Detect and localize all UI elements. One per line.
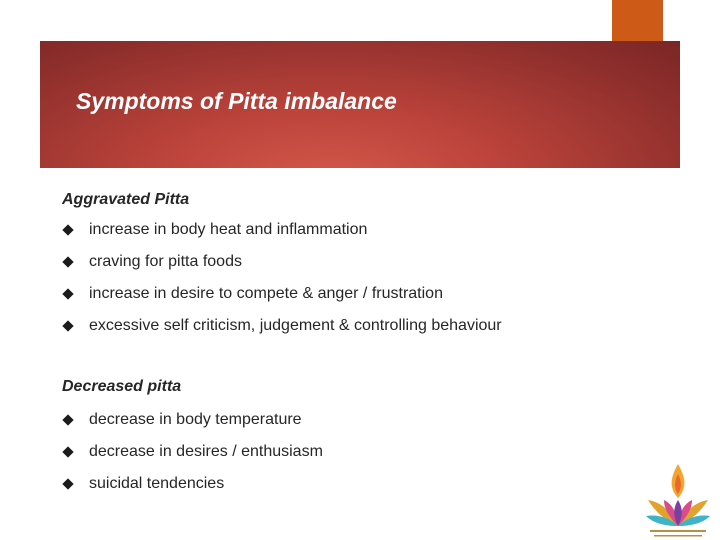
diamond-bullet-icon	[62, 320, 73, 331]
list-item-text: increase in body heat and inflammation	[89, 221, 368, 238]
section-heading-decreased: Decreased pitta	[62, 378, 182, 395]
diamond-bullet-icon	[62, 256, 73, 267]
slide-title: Symptoms of Pitta imbalance	[76, 88, 397, 114]
section-heading-aggravated: Aggravated Pitta	[62, 191, 190, 208]
list-item	[62, 442, 323, 462]
list-item	[62, 220, 367, 240]
list-item-text: craving for pitta foods	[89, 253, 242, 270]
diamond-bullet-icon	[62, 446, 73, 457]
diamond-bullet-icon	[62, 224, 73, 235]
list-item-text: suicidal tendencies	[89, 475, 225, 492]
list-item	[62, 316, 502, 336]
diamond-bullet-icon	[62, 288, 73, 299]
list-item	[62, 252, 242, 272]
list-item	[62, 410, 302, 430]
diamond-bullet-icon	[62, 478, 73, 489]
list-item-text: excessive self criticism, judgement & controlling behaviour	[89, 317, 502, 334]
list-item-text: decrease in desires / enthusiasm	[89, 443, 323, 460]
list-item-text: increase in desire to compete & anger / frustration	[89, 285, 443, 302]
title-band	[40, 41, 680, 168]
list-item	[62, 474, 224, 494]
diamond-bullet-icon	[62, 414, 73, 425]
list-item	[62, 284, 443, 304]
diya-lotus-logo-icon	[640, 460, 716, 540]
list-item-text: decrease in body temperature	[89, 411, 302, 428]
